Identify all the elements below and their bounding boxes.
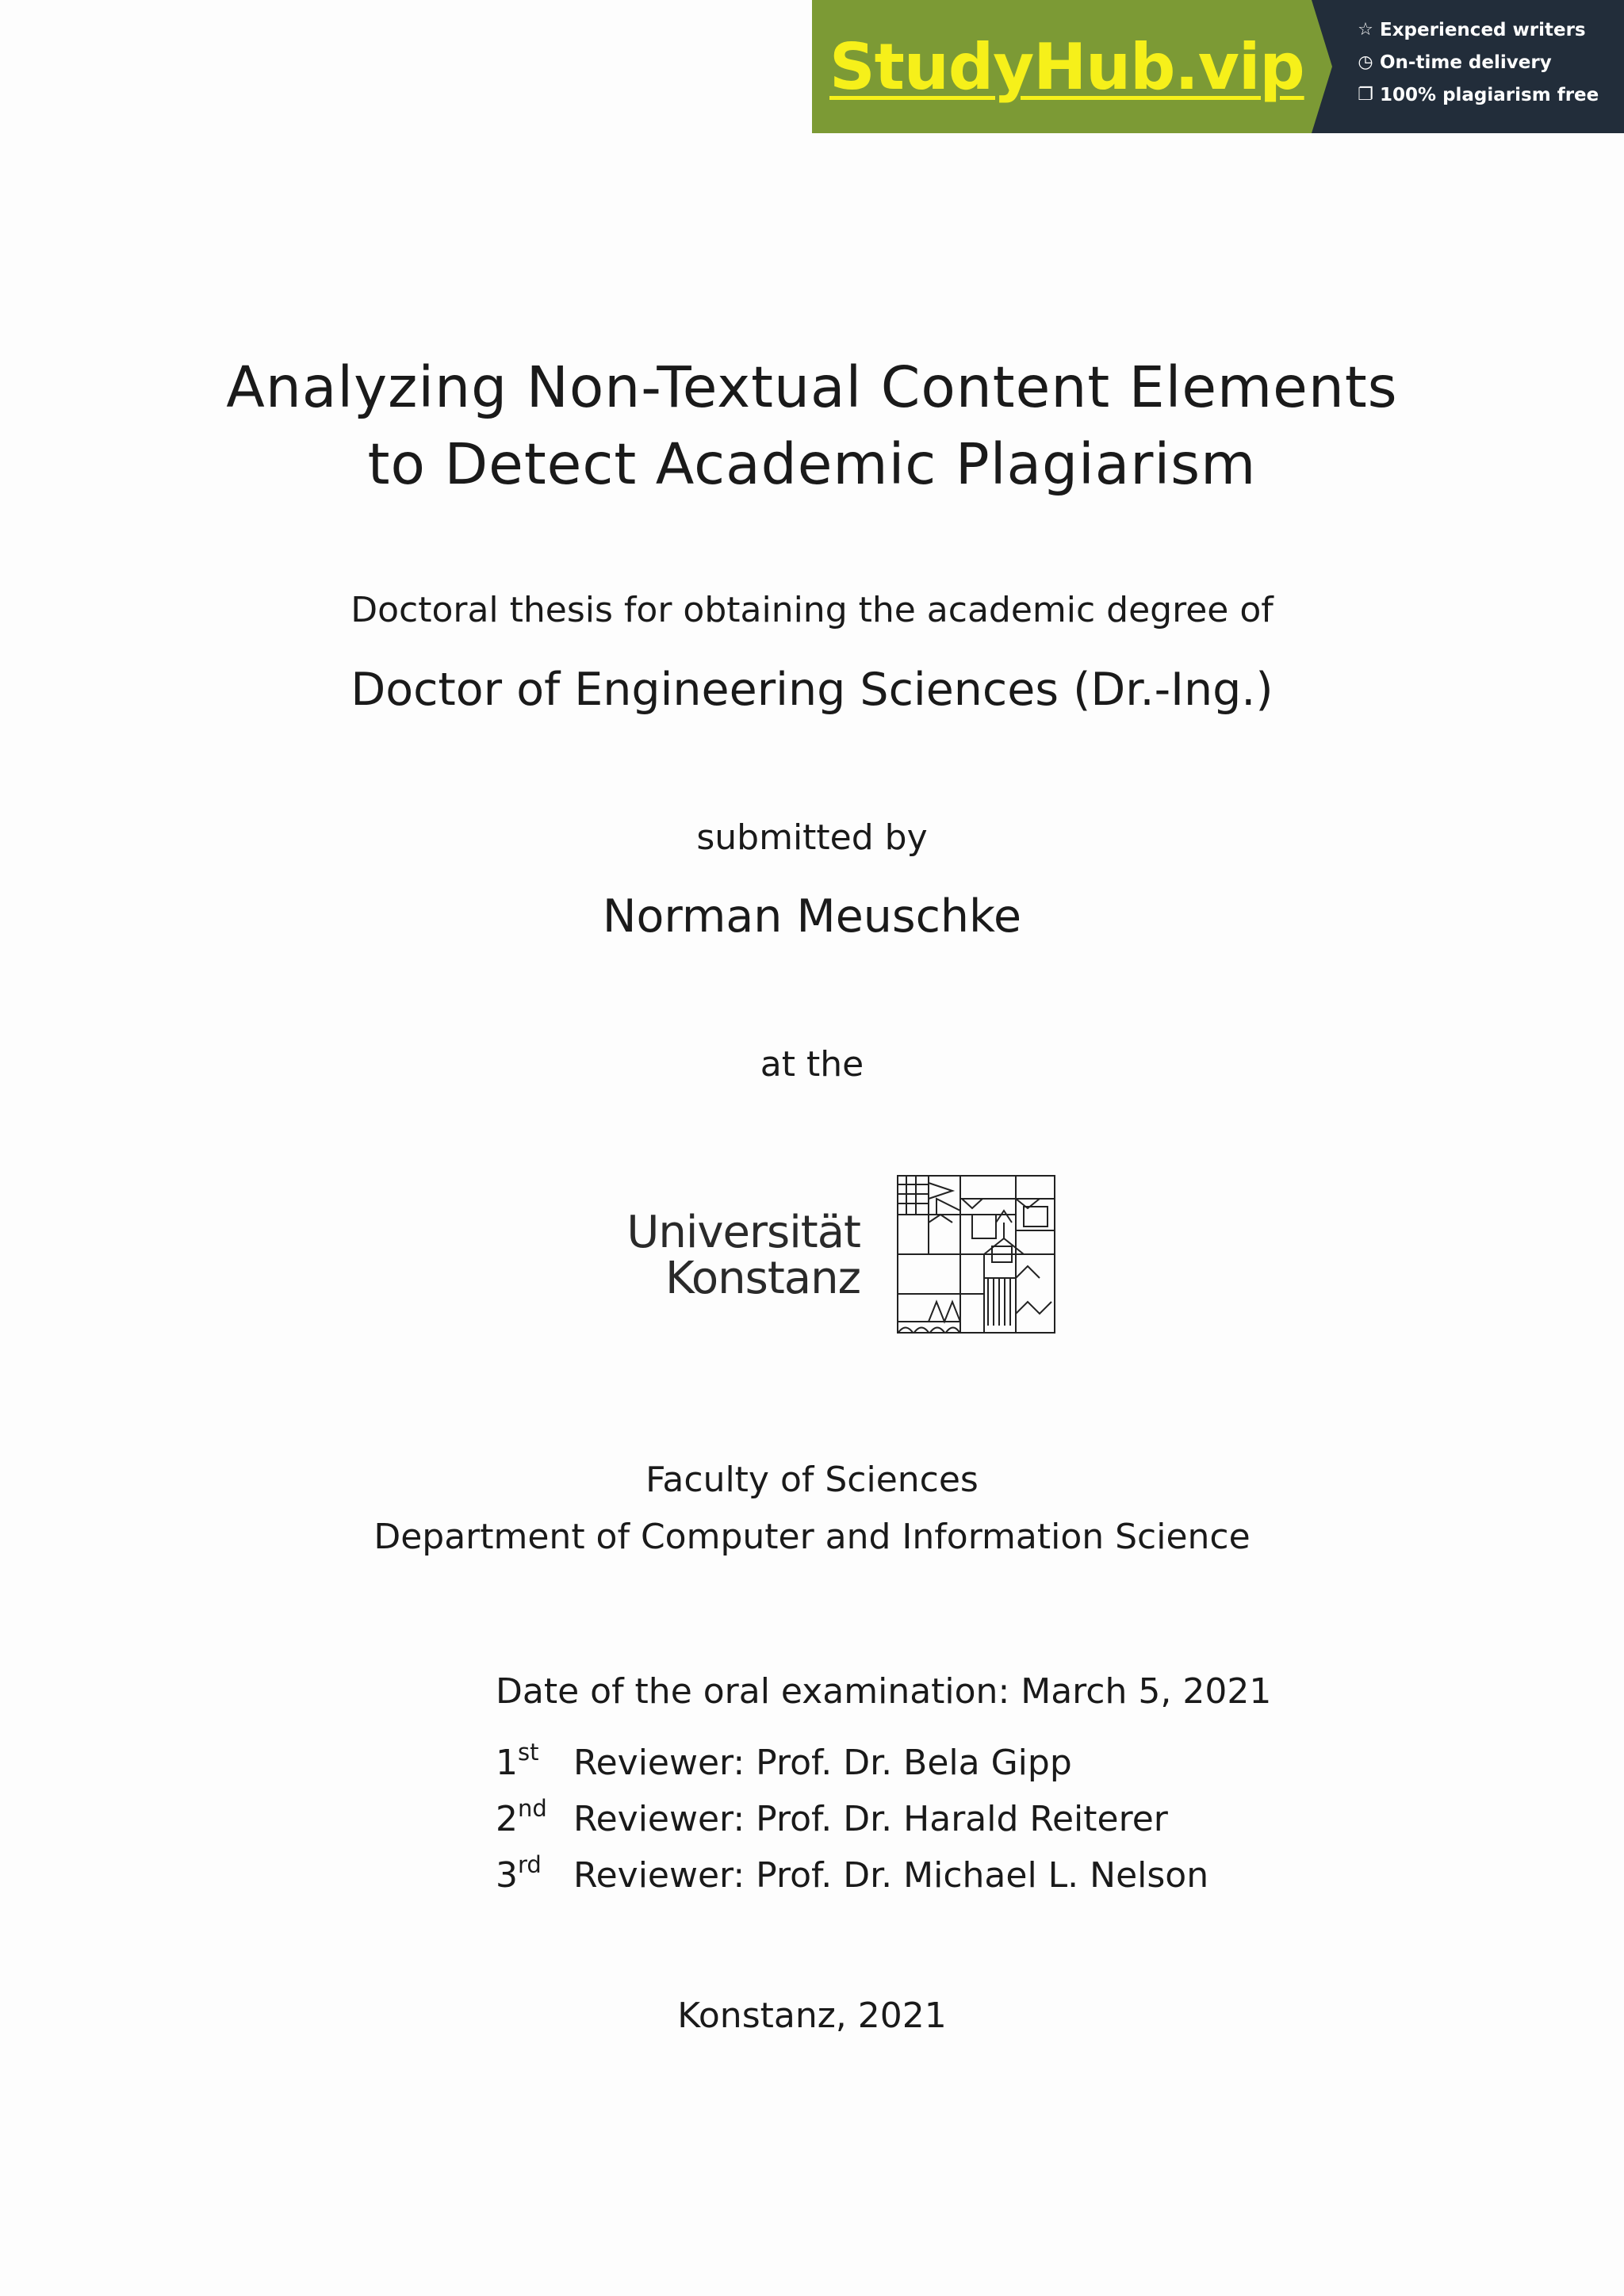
university-name-line-2: Konstanz: [665, 1253, 860, 1304]
reviewer-row: [496, 1852, 1208, 1908]
author-name: Norman Meuschke: [602, 890, 1022, 943]
copy-icon: ❐: [1358, 85, 1373, 105]
title-line-2: to Detect Academic Plagiarism: [367, 431, 1257, 497]
reviewer-text: Reviewer: Prof. Dr. Michael L. Nelson: [573, 1855, 1209, 1896]
reviewer-text: Reviewer: Prof. Dr. Bela Gipp: [573, 1743, 1072, 1783]
reviewer-row: [496, 1796, 1208, 1852]
submitted-by-label: submitted by: [696, 817, 928, 858]
reviewer-ordinal: 2nd: [496, 1795, 547, 1839]
title-line-1: Analyzing Non-Textual Content Elements: [226, 354, 1398, 420]
brand-name: StudyHub.vip: [829, 29, 1304, 104]
clock-icon: ◷: [1358, 52, 1373, 72]
place-and-year: Konstanz, 2021: [677, 1996, 947, 2036]
faculty-name: Faculty of Sciences: [645, 1460, 979, 1500]
thesis-purpose: Doctoral thesis for obtaining the academic degree of: [350, 590, 1274, 630]
oral-exam-date: Date of the oral examination: March 5, 2021: [496, 1671, 1272, 1712]
reviewer-ordinal: 3rd: [496, 1851, 542, 1896]
university-name-line-1: Universität: [626, 1207, 860, 1258]
department-name: Department of Computer and Information Science: [373, 1517, 1251, 1557]
reviewer-row: [496, 1739, 1208, 1796]
feature-label: On-time delivery: [1380, 52, 1552, 73]
reviewer-ordinal: 1st: [496, 1739, 539, 1783]
university-wordmark: [626, 1207, 860, 1304]
star-icon: ☆: [1358, 20, 1373, 40]
feature-label: Experienced writers: [1380, 20, 1586, 40]
reviewer-text: Reviewer: Prof. Dr. Harald Reiterer: [573, 1799, 1168, 1839]
thesis-title: [0, 349, 1624, 503]
feature-label: 100% plagiarism free: [1380, 85, 1599, 105]
reviewer-list: [496, 1739, 1208, 1908]
at-the-label: at the: [760, 1044, 864, 1085]
university-emblem-icon: [897, 1175, 1055, 1334]
university-logo: [626, 1173, 1063, 1340]
degree-name: Doctor of Engineering Sciences (Dr.-Ing.): [350, 664, 1274, 716]
